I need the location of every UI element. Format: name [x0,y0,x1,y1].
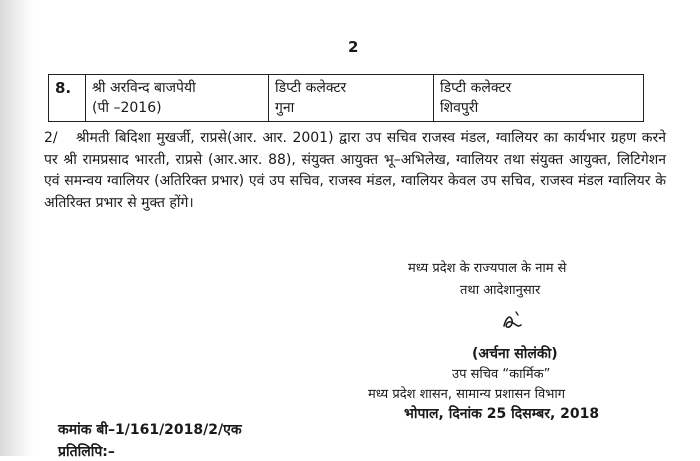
current-posting-cell [269,75,434,122]
place-and-date: भोपाल, दिनांक 25 दिसम्बर, 2018 [404,406,600,422]
new-posting-cell [434,75,644,122]
transfer-table [48,74,644,122]
order-paragraph [44,128,666,214]
paragraph-text: श्रीमती बिदिशा मुखर्जी, राप्रसे(आर. आर. 2001) द्वारा उप सचिव राजस्व मंडल, ग्वालियर का कार्यभार ग्रहण करने पर श्री रामप्रसाद भारती, राप्रसे (आर.आर. 88), संयुक्त आयुक्त भू–अभिलेख, ग्वालियर तथा संयुक्त आयुक्त, लिटिगेशन एवं समन्वय ग्वालियर (अतिरिक्त प्रभार) एवं उप सचिव, राजस्व मंडल, ग्वालियर केवल उप सचिव, राजस्व मंडल ग्वालियर के अतिरिक्त प्रभार से मुक्त होंगे। [44,130,666,211]
officer-batch: (पी –2016) [92,100,162,116]
officer-name: श्री अरविन्द बाजपेयी [92,80,196,96]
authority-line-1: मध्य प्रदेश के राज्यपाल के नाम से [408,261,567,276]
current-location: गुना [275,100,295,116]
copy-to-label: प्रतिलिपि:– [58,444,115,460]
officer-name-cell [86,75,269,122]
signatory-name: (अर्चना सोलंकी) [472,346,558,362]
paragraph-number: 2/ [44,130,58,146]
authority-line-2: तथा आदेशानुसार [460,283,541,298]
signatory-designation: उप सचिव “कार्मिक” [452,367,551,382]
new-designation: डिप्टी कलेक्टर [440,80,512,96]
page-number: 2 [348,38,359,56]
serial-number-cell: 8. [49,75,86,122]
page-edge-shadow [0,0,34,456]
signatory-department: मध्य प्रदेश शासन, सामान्य प्रशासन विभाग [368,387,566,402]
current-designation: डिप्टी कलेक्टर [275,80,347,96]
table-row [49,75,644,122]
new-location: शिवपुरी [440,100,479,116]
handwritten-signature [498,306,528,336]
order-number: कमांक बी–1/161/2018/2/एक [58,422,242,438]
